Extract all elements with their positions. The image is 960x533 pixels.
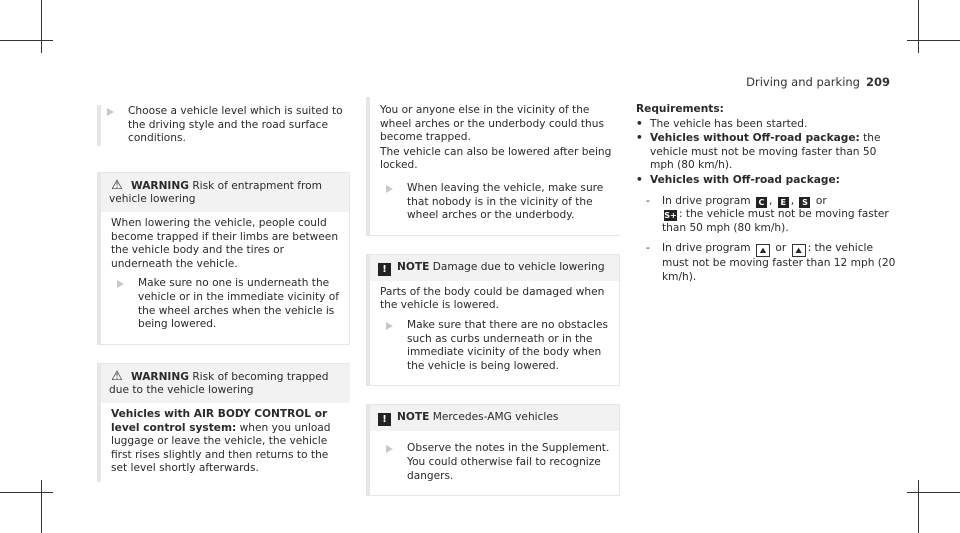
continuation-bullet: When leaving the vehicle, make sure that nobody is in the vicinity of the wheel arches or the underbody. (407, 181, 604, 222)
triangle-bullet-icon (386, 322, 393, 330)
requirement-item: • Vehicles with Off-road package: (636, 173, 840, 186)
drive-program-suffix: : the vehicle must not be moving faster than 50 mph (80 km/h). (662, 208, 889, 234)
note-title: Damage due to vehicle lowering (432, 260, 605, 273)
offroad-plus-program-icon: ⛰ (792, 244, 806, 257)
warning-label: WARNING (131, 370, 189, 383)
sub-requirement: - In drive program ⛰ or ⛰ : the vehicle must not be moving faster than 12 mph (20 km/h). (646, 242, 896, 283)
triangle-bullet-icon (117, 280, 124, 288)
note-box-1 (366, 254, 620, 387)
program-c-icon: C (756, 197, 767, 208)
warning-triangle-icon: ⚠ (111, 368, 123, 384)
warning-box-1 (97, 172, 350, 345)
sub-requirement: - In drive program C , E , S or S+ : the vehicle must not be moving faster than 50 mph (80 km/h). (646, 194, 889, 234)
note-box-2 (366, 404, 620, 496)
triangle-bullet-icon (107, 108, 114, 116)
warning-body-bold: Vehicles with AIR BODY CONTROL or level control system: (111, 407, 328, 434)
note-label: NOTE (397, 411, 430, 424)
requirement-bold: Vehicles with Off-road package: (650, 173, 840, 186)
or-text: or (815, 194, 827, 207)
continuation-text-2: The vehicle can also be lowered after being locked. (380, 145, 612, 172)
or-text: or (775, 242, 787, 255)
warning-continuation (366, 97, 620, 236)
warning-label: WARNING (131, 179, 189, 192)
requirement-bold: Vehicles without Off-road package: (650, 132, 860, 145)
program-e-icon: E (778, 197, 789, 208)
crop-mark (918, 0, 919, 53)
drive-program-suffix: : the vehicle must not be moving faster than 12 mph (20 km/h). (662, 242, 896, 283)
exclamation-icon: ! (378, 263, 391, 276)
note-bullet: Observe the notes in the Supplement. You could otherwise fail to recognize dangers. (407, 442, 610, 482)
warning-triangle-icon: ⚠ (111, 177, 123, 193)
requirement-item: • The vehicle has been started. (636, 117, 808, 130)
intro-bullet: Choose a vehicle level which is suited to the driving style and the road surface conditions. (128, 105, 343, 145)
page-number: 209 (865, 75, 890, 89)
crop-mark (41, 480, 42, 533)
crop-mark (0, 40, 53, 41)
column-2 (366, 97, 620, 496)
warning-title: Risk of becoming trapped due to the vehicle lowering (109, 370, 329, 397)
requirement-text: the vehicle must not be moving faster than 50 mph (80 km/h). (650, 132, 881, 172)
crop-mark (907, 40, 960, 41)
program-s-plus-icon: S+ (664, 211, 677, 221)
column-3 (636, 103, 896, 285)
requirement-text: The vehicle has been started. (650, 117, 808, 130)
intro-box (97, 105, 350, 146)
crop-mark (0, 492, 53, 493)
column-1 (97, 97, 350, 482)
note-bullet: Make sure that there are no obstacles such as curbs underneath or in the immediate vicinity of the body when the vehicle is being lowered. (407, 318, 609, 372)
crop-mark (41, 0, 42, 53)
warning-body: When lowering the vehicle, people could become trapped if their limbs are between the vehicle body and the tires or underneath the vehicle. (111, 216, 339, 270)
program-s-icon: S (799, 197, 810, 208)
warning-box-2 (97, 363, 350, 482)
requirements-title: Requirements: (636, 103, 724, 115)
drive-program-prefix: In drive program (662, 194, 751, 207)
triangle-bullet-icon (386, 445, 393, 453)
offroad-program-icon: ⛰ (756, 244, 770, 257)
note-title: Mercedes-AMG vehicles (432, 411, 559, 424)
page-header (746, 76, 890, 90)
drive-program-prefix: In drive program (662, 242, 751, 255)
triangle-bullet-icon (386, 185, 393, 193)
exclamation-icon: ! (378, 413, 391, 426)
warning-title: Risk of entrapment from vehicle lowering (109, 179, 322, 206)
continuation-text: You or anyone else in the vicinity of the wheel arches or the underbody could thus become trapped. (380, 104, 604, 144)
crop-mark (907, 492, 960, 493)
warning-bullet: Make sure no one is underneath the vehicle or in the immediate vicinity of the wheel arches when the vehicle is being lowered. (138, 277, 340, 331)
note-body: Parts of the body could be damaged when the vehicle is lowered. (380, 285, 605, 312)
note-label: NOTE (397, 260, 430, 273)
warning-body (111, 408, 342, 476)
crop-mark (918, 480, 919, 533)
warning-body-text: when you unload luggage or leave the vehicle, the vehicle first rises slightly and then returns to the set level shortly afterwards. (111, 421, 331, 475)
section-title: Driving and parking (746, 75, 860, 89)
requirement-item: • Vehicles without Off-road package: the vehicle must not be moving faster than 50 mph (80 km/h). (636, 132, 881, 172)
